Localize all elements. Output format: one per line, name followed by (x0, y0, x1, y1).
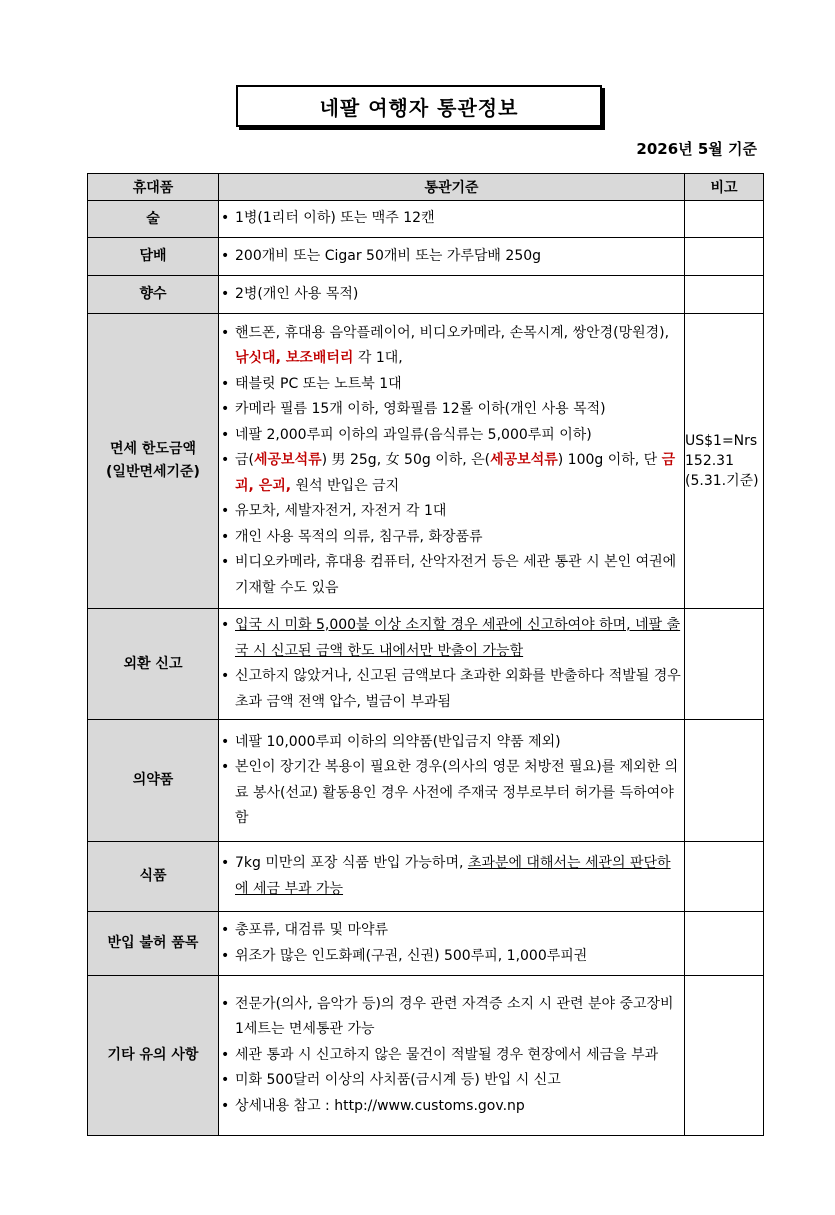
category-dutyfree-line2: (일반면세기준) (106, 464, 200, 480)
rule-food (219, 842, 685, 912)
highlight-text: 금괴, 은괴, (235, 452, 676, 494)
list-item: • 핸드폰, 휴대용 음악플레이어, 비디오카메라, 손목시계, 쌍안경(망원경), 낚싯대, 보조배터리 각 1대, (219, 321, 684, 372)
note-perfume (685, 276, 764, 314)
highlight-text: 낚싯대, 보조배터리 (235, 350, 354, 367)
note-currency (685, 609, 764, 720)
rule-tobacco (219, 238, 685, 276)
note-liquor (685, 201, 764, 238)
rule-other (219, 976, 685, 1136)
list-item: • 금(세공보석류) 男 25g, 女 50g 이하, 은(세공보석류) 100g 이하, 단 금괴, 은괴, 원석 반입은 금지 (219, 448, 684, 499)
table-row-dutyfree (88, 314, 764, 609)
table-row-liquor (88, 201, 764, 238)
list-item: • 개인 사용 목적의 의류, 침구류, 화장품류 (219, 525, 684, 551)
exchange-rate-line2: 152.31 (685, 453, 734, 469)
table-row-medicine (88, 720, 764, 842)
category-medicine: 의약품 (88, 720, 219, 842)
exchange-rate-line1: US$1=Nrs (685, 433, 758, 449)
list-item: • 상세내용 참고 : http://www.customs.gov.np (219, 1094, 684, 1120)
list-item: • 미화 500달러 이상의 사치품(금시계 등) 반입 시 신고 (219, 1068, 684, 1094)
note-medicine (685, 720, 764, 842)
exchange-rate-line3: (5.31.기준) (685, 473, 759, 489)
list-item: • 세관 통과 시 신고하지 않은 물건이 적발될 경우 현장에서 세금을 부과 (219, 1043, 684, 1069)
underlined-text: 초과분에 대해서는 세관의 판단하에 세금 부과 가능 (235, 855, 671, 897)
customs-table (87, 173, 764, 1136)
category-dutyfree (88, 314, 219, 609)
note-food (685, 842, 764, 912)
rule-liquor (219, 201, 685, 238)
category-food: 식품 (88, 842, 219, 912)
header-item: 휴대품 (88, 174, 219, 201)
rule-dutyfree (219, 314, 685, 609)
note-dutyfree (685, 314, 764, 609)
list-item: • 유모차, 세발자전거, 자전거 각 1대 (219, 499, 684, 525)
list-item: • 입국 시 미화 5,000불 이상 소지할 경우 세관에 신고하여야 하며, 네팔 출국 시 신고된 금액 한도 내에서만 반출이 가능함 (219, 613, 684, 664)
list-item: • 네팔 10,000루피 이하의 의약품(반입금지 약품 제외) (219, 730, 684, 756)
category-other: 기타 유의 사항 (88, 976, 219, 1136)
note-banned (685, 912, 764, 976)
rule-banned (219, 912, 685, 976)
list-item: • 전문가(의사, 음악가 등)의 경우 관련 자격증 소지 시 관련 분야 중고장비 1세트는 면세통관 가능 (219, 992, 684, 1043)
list-item: • 총포류, 대검류 및 마약류 (219, 918, 684, 944)
highlight-text: 세공보석류 (254, 452, 322, 469)
rule-currency (219, 609, 685, 720)
category-perfume: 향수 (88, 276, 219, 314)
list-item: • 비디오카메라, 휴대용 컴퓨터, 산악자전거 등은 세관 통관 시 본인 여권에 기재할 수도 있음 (219, 550, 684, 601)
list-item: • 본인이 장기간 복용이 필요한 경우(의사의 영문 처방전 필요)를 제외한 의료 봉사(선교) 활동용인 경우 사전에 주재국 정부로부터 허가를 득하여야 함 (219, 755, 684, 832)
list-item: • 7kg 미만의 포장 식품 반입 가능하며, 초과분에 대해서는 세관의 판단하에 세금 부과 가능 (219, 851, 684, 902)
table-row-perfume (88, 276, 764, 314)
list-item: • 2병(개인 사용 목적) (219, 282, 684, 308)
list-item: • 위조가 많은 인도화폐(구권, 신권) 500루피, 1,000루피권 (219, 944, 684, 970)
category-tobacco: 담배 (88, 238, 219, 276)
reference-date: 2026년 5월 기준 (636, 140, 757, 158)
table-row-banned (88, 912, 764, 976)
rule-perfume (219, 276, 685, 314)
table-row-food (88, 842, 764, 912)
list-item: • 200개비 또는 Cigar 50개비 또는 가루담배 250g (219, 244, 684, 270)
note-tobacco (685, 238, 764, 276)
document-title: 네팔 여행자 통관정보 (236, 85, 602, 127)
header-rule: 통관기준 (219, 174, 685, 201)
table-row-other (88, 976, 764, 1136)
category-liquor: 술 (88, 201, 219, 238)
category-currency: 외환 신고 (88, 609, 219, 720)
header-note: 비고 (685, 174, 764, 201)
category-banned: 반입 불허 품목 (88, 912, 219, 976)
note-other (685, 976, 764, 1136)
list-item: • 네팔 2,000루피 이하의 과일류(음식류는 5,000루피 이하) (219, 423, 684, 449)
highlight-text: 세공보석류 (490, 452, 558, 469)
table-header-row (88, 174, 764, 201)
list-item: • 태블릿 PC 또는 노트북 1대 (219, 372, 684, 398)
list-item: • 카메라 필름 15개 이하, 영화필름 12롤 이하(개인 사용 목적) (219, 397, 684, 423)
list-item: • 1병(1리터 이하) 또는 맥주 12캔 (219, 206, 684, 232)
table-row-tobacco (88, 238, 764, 276)
rule-medicine (219, 720, 685, 842)
list-item: • 신고하지 않았거나, 신고된 금액보다 초과한 외화를 반출하다 적발될 경우 초과 금액 전액 압수, 벌금이 부과됨 (219, 664, 684, 715)
category-dutyfree-line1: 면세 한도금액 (109, 441, 197, 457)
table-row-currency (88, 609, 764, 720)
